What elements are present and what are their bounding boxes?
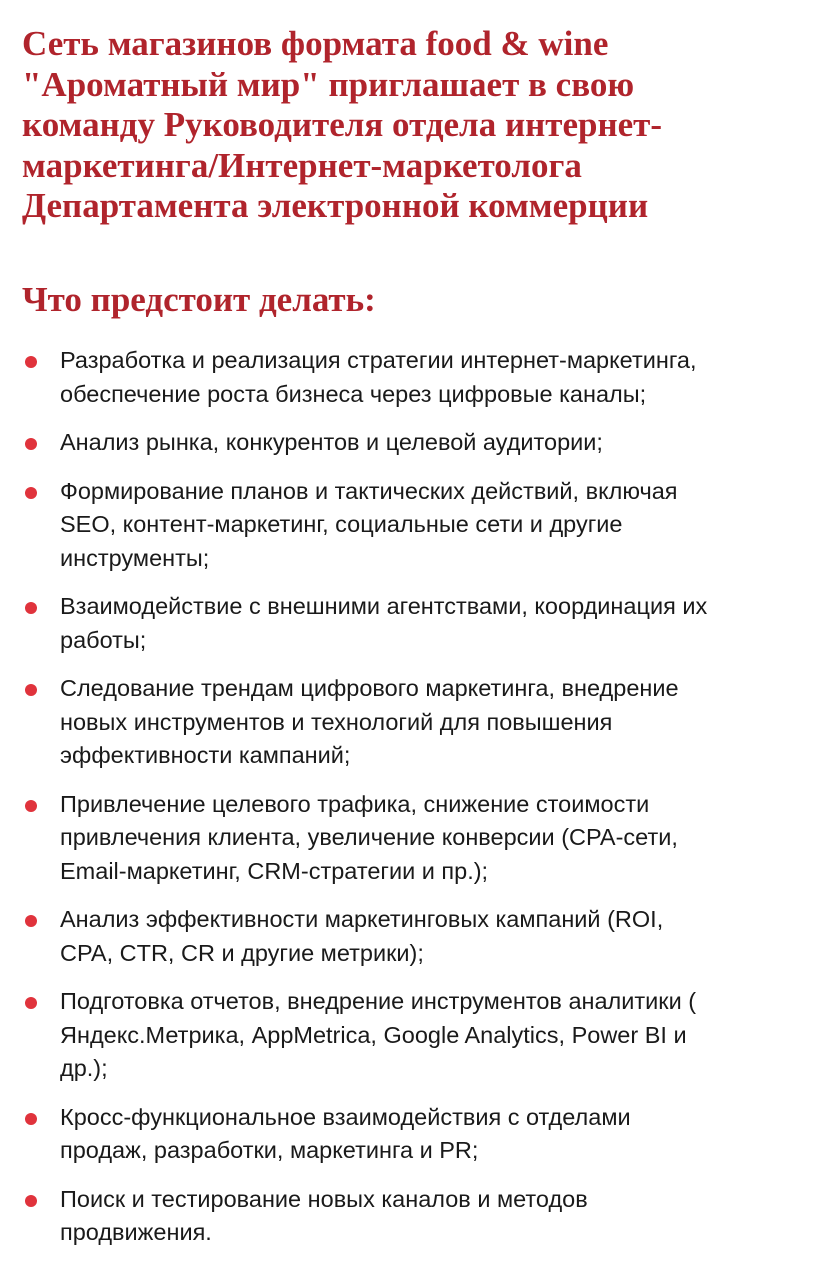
bullet-icon: [25, 915, 37, 927]
list-item: [0, 985, 840, 1086]
bullet-icon: [25, 1113, 37, 1125]
list-item: [0, 903, 840, 970]
list-item: [0, 590, 840, 657]
list-item: [0, 426, 840, 460]
list-item-text: Взаимодействие с внешними агентствами, координация их работы;: [60, 593, 708, 653]
bullet-icon: [25, 800, 37, 812]
list-item-text: Формирование планов и тактических действий, включая SEO, контент-маркетинг, социальные сети и другие инструменты;: [60, 477, 678, 571]
list-item-text: Привлечение целевого трафика, снижение стоимости привлечения клиента, увеличение конверсии (CPA-сети, Email-маркетинг, CRM-стратегии и пр.);: [60, 790, 678, 884]
bullet-icon: [25, 356, 37, 368]
list-item: [0, 475, 840, 576]
bullet-icon: [25, 1195, 37, 1207]
list-item: [0, 344, 840, 411]
list-item-text: Поиск и тестирование новых каналов и методов продвижения.: [60, 1185, 588, 1245]
list-item-text: Разработка и реализация стратегии интернет-маркетинга, обеспечение роста бизнеса через цифровые каналы;: [60, 347, 697, 407]
bullet-icon: [25, 684, 37, 696]
list-item-text: Следование трендам цифрового маркетинга, внедрение новых инструментов и технологий для повышения эффективности кампаний;: [60, 675, 679, 768]
list-item: [0, 1101, 840, 1168]
list-item: [0, 788, 840, 889]
list-item: [0, 1183, 840, 1250]
list-item-text: Подготовка отчетов, внедрение инструментов аналитики ( Яндекс.Метрика, AppMetrica, Google Analytics, Power BI и др.);: [60, 988, 697, 1081]
bullet-icon: [25, 438, 37, 450]
section-heading: Что предстоит делать:: [22, 280, 376, 319]
list-item-text: Анализ рынка, конкурентов и целевой аудитории;: [60, 429, 603, 455]
responsibilities-list: [0, 344, 840, 1265]
list-item-text: Кросс-функциональное взаимодействия с отделами продаж, разработки, маркетинга и PR;: [60, 1103, 631, 1163]
bullet-icon: [25, 602, 37, 614]
list-item: [0, 672, 840, 773]
list-item-text: Анализ эффективности маркетинговых кампаний (ROI, CPA, CTR, CR и другие метрики);: [60, 906, 664, 966]
job-title-heading: Сеть магазинов формата food & wine "Ароматный мир" приглашает в свою команду Руководителя отдела интернет- маркетинга/Интернет-маркетолога Департамента электронной коммерции: [22, 24, 663, 225]
bullet-icon: [25, 997, 37, 1009]
bullet-icon: [25, 487, 37, 499]
